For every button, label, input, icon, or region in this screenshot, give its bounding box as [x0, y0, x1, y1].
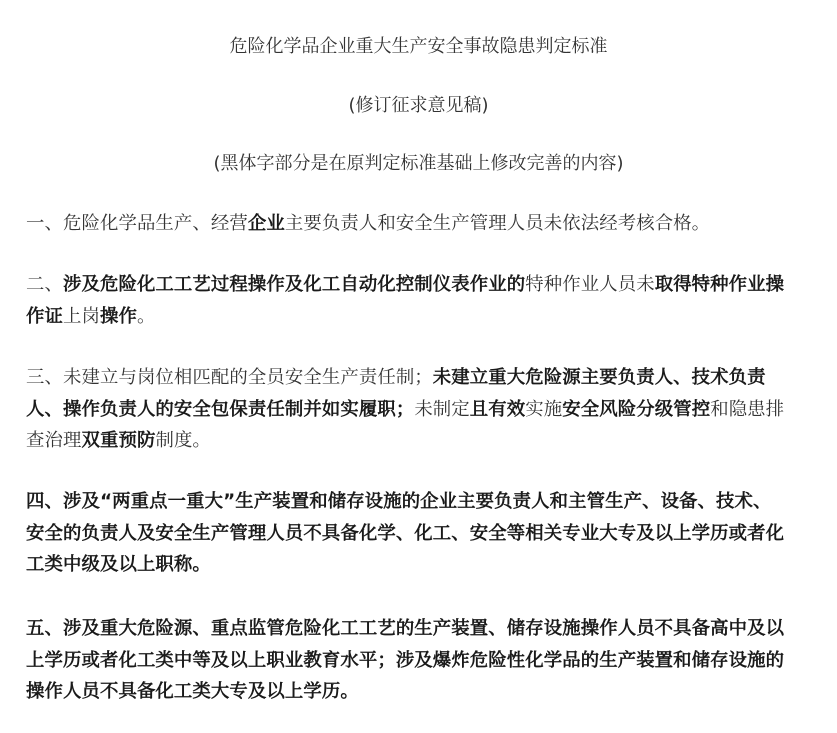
- criterion-2-bold: 取得特种作业操作证: [26, 274, 785, 327]
- criterion-4-text: 四、涉及“两重点一重大”生产装置和储存设施的企业主要负责人和主管生产、设备、技术、安全的负责人及安全生产管理人员不具备化学、化工、安全等相关专业大专及以上学历或者化工类中级及以上职称。: [26, 491, 785, 575]
- criterion-2-text: 。: [136, 305, 156, 327]
- criterion-4: [26, 486, 786, 581]
- criterion-2-text: 特种作业人员未: [525, 274, 655, 295]
- criterion-2-bold: 涉及危险化工工艺过程操作及化工自动化控制仪表作业的: [62, 274, 526, 295]
- criterion-1-text: 一、危险化学品生产、经营: [26, 213, 248, 234]
- criterion-3-text: 三、未建立与岗位相匹配的全员安全生产责任制；: [26, 367, 433, 388]
- criterion-3-bold: 未建立重大危险源主要负责人、技术负责人、操作负责人的安全包保责任制并如实履职；: [26, 367, 766, 420]
- criterion-2-text: 二、: [26, 274, 63, 295]
- criterion-3: [26, 362, 786, 457]
- criterion-2-text: 上岗: [62, 305, 100, 327]
- document-subtitle: (修订征求意见稿): [348, 95, 489, 116]
- criterion-3-bold: 安全风险分级管控: [562, 398, 711, 420]
- criterion-2: [26, 269, 786, 332]
- criterion-5: [26, 613, 786, 708]
- criterion-3-text: 未制定: [414, 398, 470, 420]
- criterion-3-text: 制度。: [155, 430, 211, 451]
- criterion-3-bold: 双重预防: [81, 430, 156, 451]
- criterion-3-text: 实施: [525, 398, 563, 420]
- criterion-5-text: 五、涉及重大危险源、重点监管危险化工工艺的生产装置、储存设施操作人员不具备高中及以上学历或者化工类中等及以上职业教育水平；涉及爆炸危险性化学品的生产装置和储存设施的操作人员不具备化工类大专及以上学历。: [26, 618, 785, 702]
- document-title: 危险化学品企业重大生产安全事故隐患判定标准: [229, 36, 608, 57]
- criterion-3-bold: 且有效: [469, 398, 526, 420]
- criterion-1-bold: 企业: [247, 213, 285, 234]
- criterion-3-text: 和隐患排查治理: [26, 398, 785, 451]
- criterion-1-text: 主要负责人和安全生产管理人员未依法经考核合格。: [284, 213, 711, 234]
- criterion-1: [26, 208, 786, 240]
- criterion-2-bold: 操作: [99, 305, 137, 327]
- document-note: (黑体字部分是在原判定标准基础上修改完善的内容): [213, 153, 624, 174]
